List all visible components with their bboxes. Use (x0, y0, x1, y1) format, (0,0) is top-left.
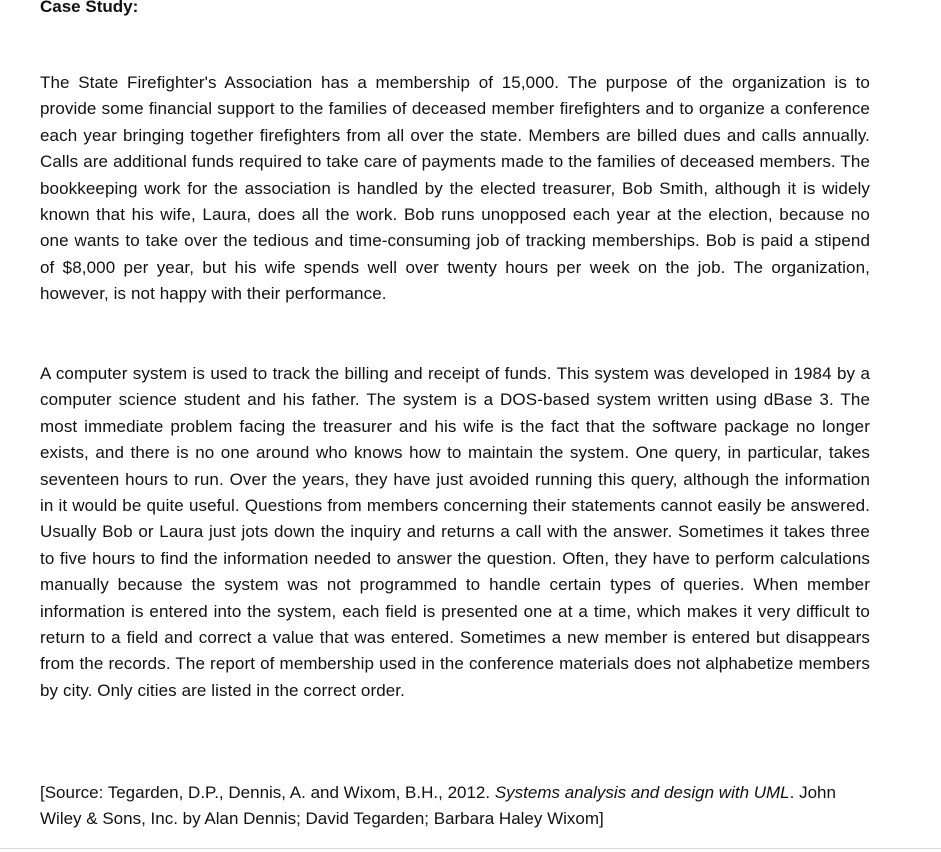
source-prefix: [Source: Tegarden, D.P., Dennis, A. and Wixom, B.H., 2012. (40, 783, 495, 802)
paragraph-association-background: The State Firefighter's Association has a membership of 15,000. The purpose of the organization is to provide some financial support to the families of deceased member firefighters and to organize a conference each year bringing together firefighters from all over the state. Members are billed dues and calls annually. Calls are additional funds required to take care of payments made to the families of deceased members. The bookkeeping work for the association is handled by the elected treasurer, Bob Smith, although it is widely known that his wife, Laura, does all the work. Bob runs unopposed each year at the election, because no one wants to take over the tedious and time-consuming job of tracking memberships. Bob is paid a stipend of $8,000 per year, but his wife spends well over twenty hours per week on the job. The organization, however, is not happy with their performance. (40, 73, 870, 304)
paragraph-computer-system: A computer system is used to track the billing and receipt of funds. This system was developed in 1984 by a computer science student and his father. The system is a DOS-based system written using dBase 3. The most immediate problem facing the treasurer and his wife is the fact that the software package no longer exists, and there is no one around who knows how to maintain the system. One query, in particular, takes seventeen hours to run. Over the years, they have just avoided running this query, although the information in it would be quite useful. Questions from members concerning their statements cannot easily be answered. Usually Bob or Laura just jots down the inquiry and returns a call with the answer. Sometimes it takes three to five hours to find the information needed to answer the question. Often, they have to perform calculations manually because the system was not programmed to handle certain types of queries. When member information is entered into the system, each field is presented one at a time, which makes it very difficult to return to a field and correct a value that was entered. Sometimes a new member is entered but disappears from the records. The report of membership used in the conference materials does not alphabetize members by city. Only cities are listed in the correct order. (40, 364, 870, 700)
source-suffix: . John Wiley & Sons, Inc. by Alan Dennis; David Tegarden; Barbara Haley Wixom] (40, 783, 836, 829)
case-study-heading: Case Study: (40, 0, 139, 16)
page-bottom-divider (0, 848, 941, 849)
source-citation (40, 780, 870, 833)
source-title: Systems analysis and design with UML (494, 783, 790, 802)
